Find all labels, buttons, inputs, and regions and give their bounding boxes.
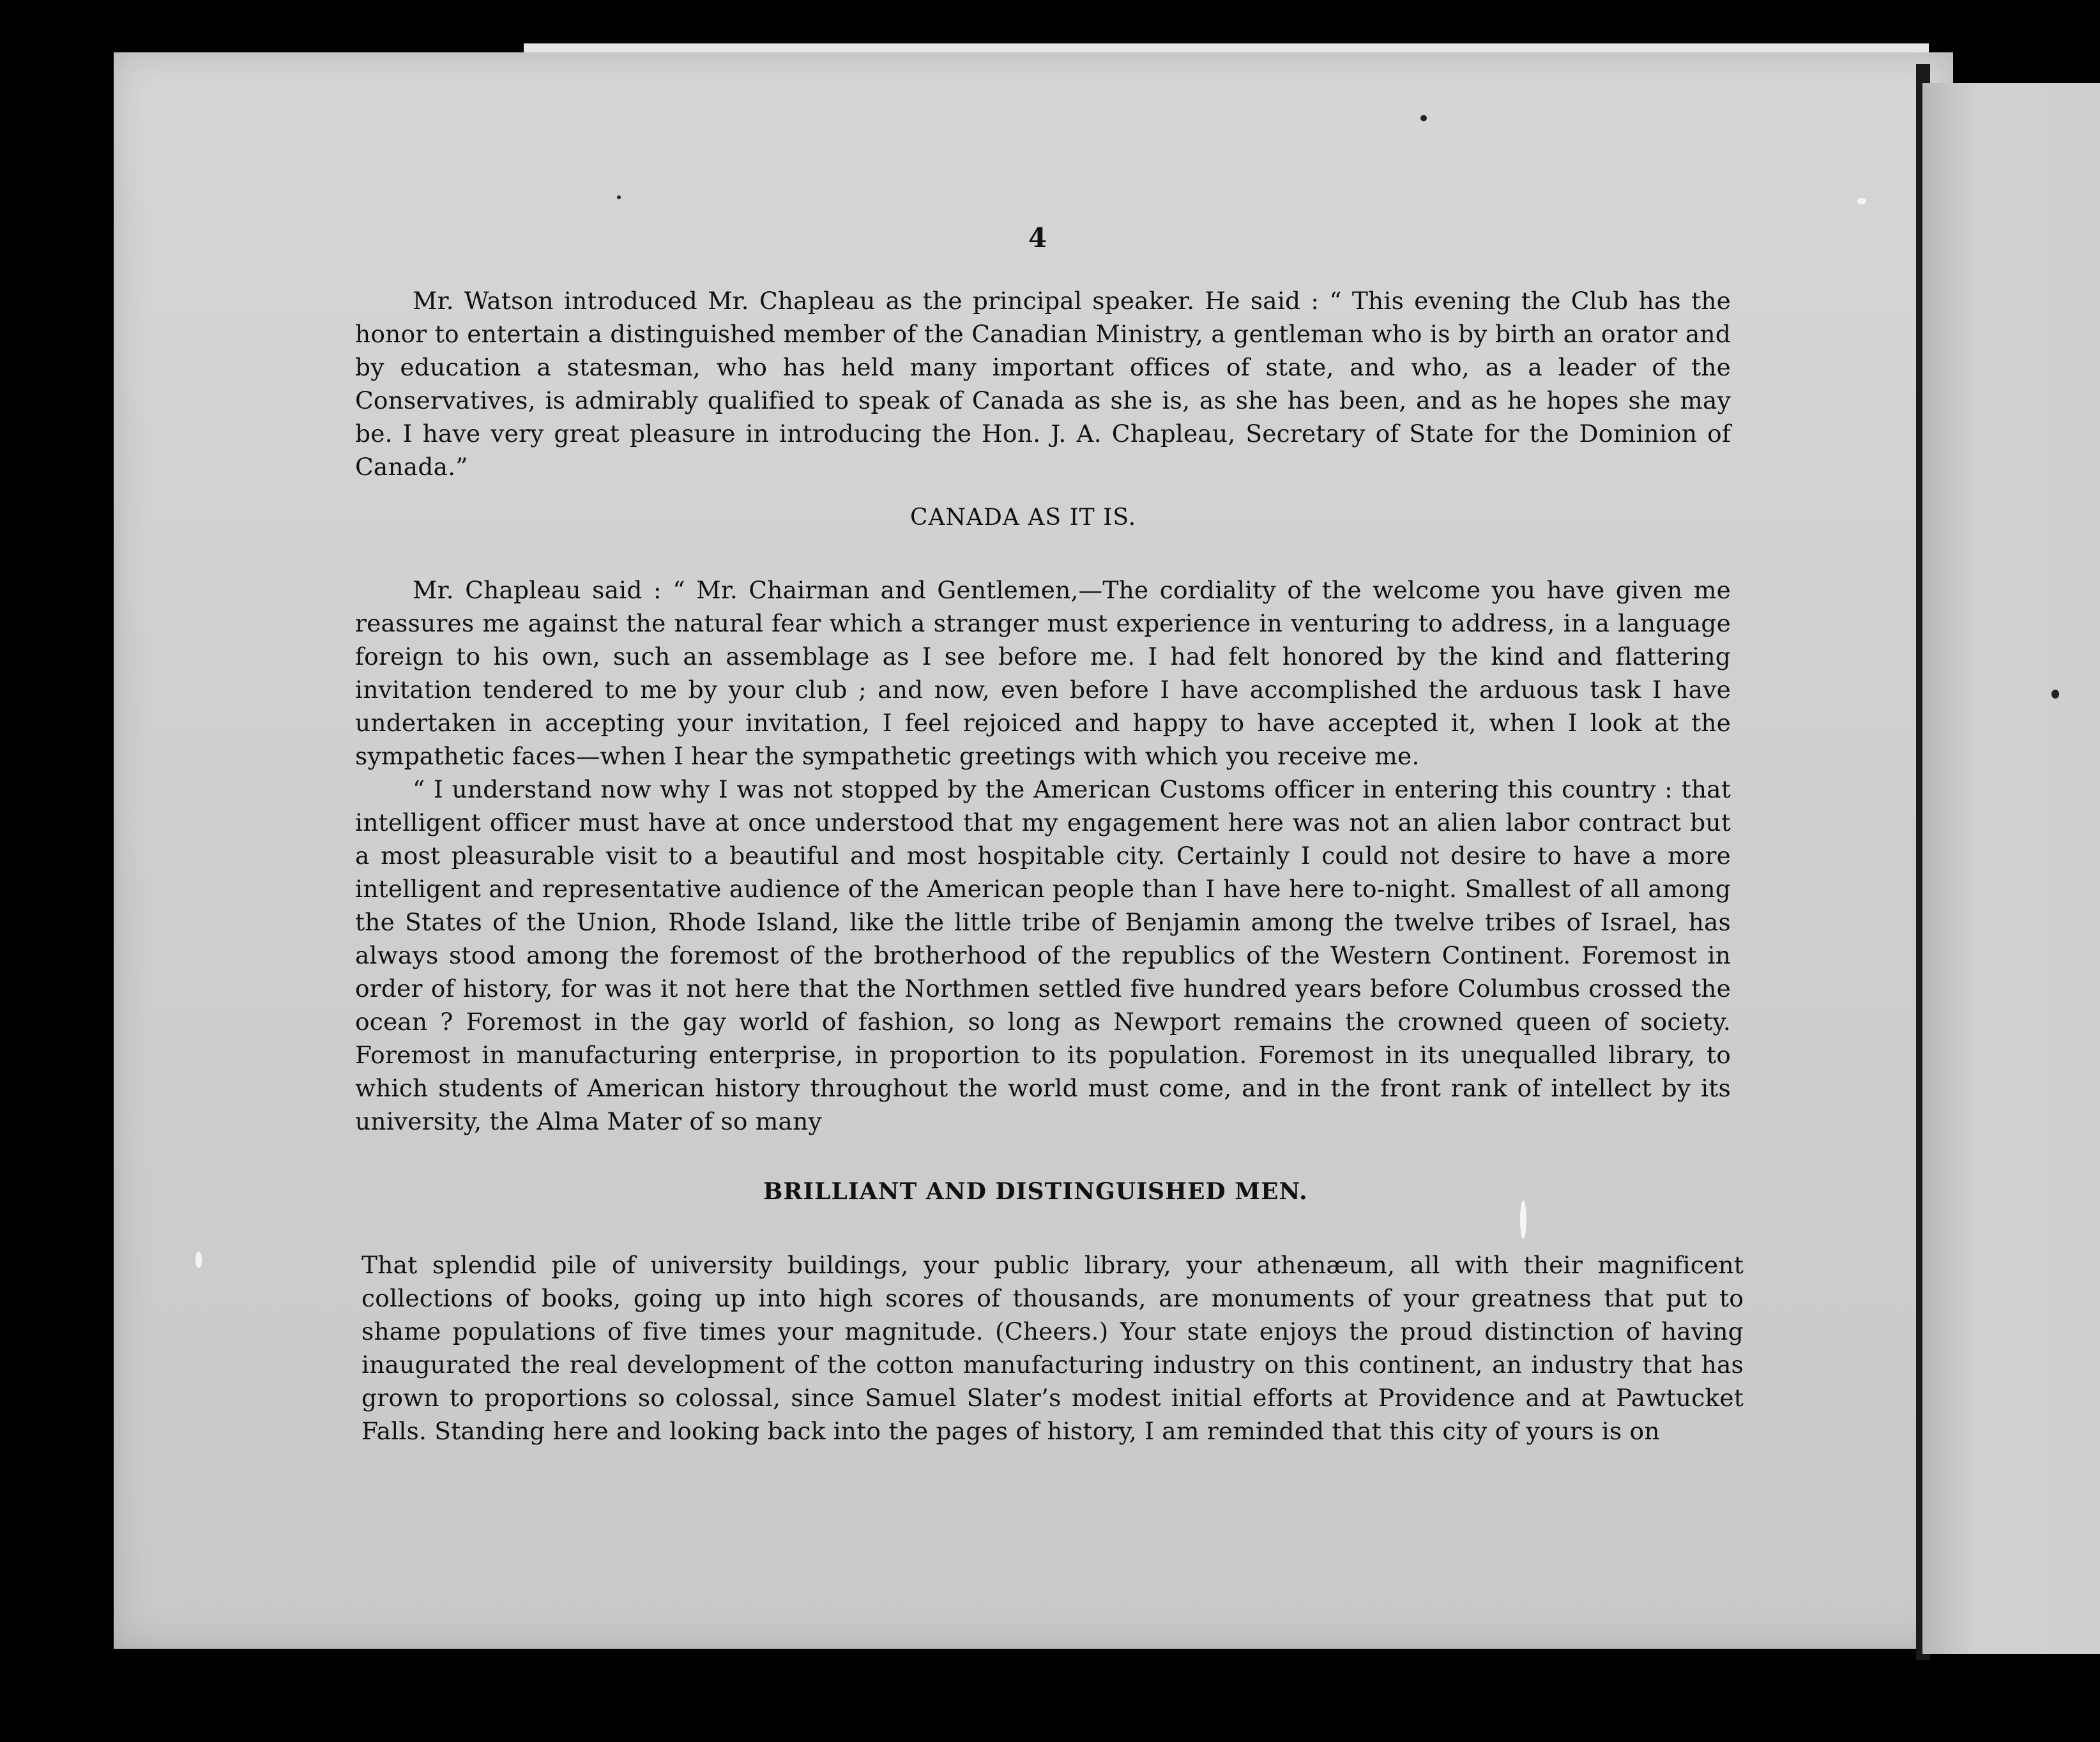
scan-speck	[617, 195, 621, 199]
scan-speck	[1420, 115, 1427, 121]
intro-paragraph: Mr. Watson introduced Mr. Chapleau as the principal speaker. He said : “ This evening the Club has the honor to entertain a distinguished member of the Canadian Ministry, a gentleman who is by birth an orator and by education a statesman, who has held many important offices of state, and who, as a leader of the Conservatives, is admirably qualified to speak of Canada as she is, as she has been, and as he hopes she may be. I have very great pleasure in introducing the Hon. J. A. Chapleau, Secretary of State for the Dominion of Canada.”	[355, 287, 1731, 481]
scan-speck	[1520, 1200, 1526, 1239]
intro-text-block	[355, 284, 1731, 483]
facing-page-edge	[1922, 83, 2100, 1654]
section-heading-canada-as-it-is: CANADA AS IT IS.	[910, 504, 1137, 531]
scan-speck	[195, 1252, 202, 1268]
speech-paragraph-1: Mr. Chapleau said : “ Mr. Chairman and Gentlemen,—The cordiality of the welcome you have given me reassures me against the natural fear which a stranger must experience in venturing to address, in a language foreign to his own, such an assemblage as I see before me. I had felt honored by the kind and flattering invitation tendered to me by your club ; and now, even before I have accomplished the arduous task I have undertaken in accepting your invitation, I feel rejoiced and happy to have accepted it, when I look at the sympathetic faces—when I hear the sympathetic greetings with which you receive me.	[355, 576, 1731, 770]
speech-text-block	[355, 573, 1731, 1138]
closing-paragraph: That splendid pile of university buildings, your public library, your athenæum, all with their magnificent collections of books, going up into high scores of thousands, are monuments of your greatness that put to shame populations of five times your magnitude. (Cheers.) Your state enjoys the proud distinction of having inaugurated the real development of the cotton manufacturing industry on this continent, an industry that has grown to proportions so colossal, since Samuel Slater’s modest initial efforts at Providence and at Pawtucket Falls. Standing here and looking back into the pages of history, I am reminded that this city of yours is on	[361, 1251, 1744, 1445]
section-heading-brilliant-men: BRILLIANT AND DISTINGUISHED MEN.	[763, 1178, 1308, 1205]
page-number: 4	[1028, 222, 1047, 254]
closing-text-block	[361, 1248, 1744, 1448]
scan-speck	[1857, 198, 1866, 204]
speech-paragraph-2: “ I understand now why I was not stopped by the American Customs officer in entering this country : that intelligent officer must have at once understood that my engagement here was not an alien labor contract but a most pleasurable visit to a beautiful and most hospitable city. Certainly I could not desire to have a more intelligent and representative audience of the American people than I have here to-night. Smallest of all among the States of the Union, Rhode Island, like the little tribe of Benjamin among the twelve tribes of Israel, has always stood among the foremost of the brotherhood of the republics of the Western Continent. Foremost in order of history, for was it not here that the Northmen settled five hundred years before Columbus crossed the ocean ? Foremost in the gay world of fashion, so long as Newport remains the crowned queen of society. Foremost in manufacturing enterprise, in proportion to its population. Foremost in its unequalled library, to which students of American history throughout the world must come, and in the front rank of intellect by its university, the Alma Mater of so many	[355, 775, 1731, 1135]
scan-speck	[2051, 690, 2059, 699]
